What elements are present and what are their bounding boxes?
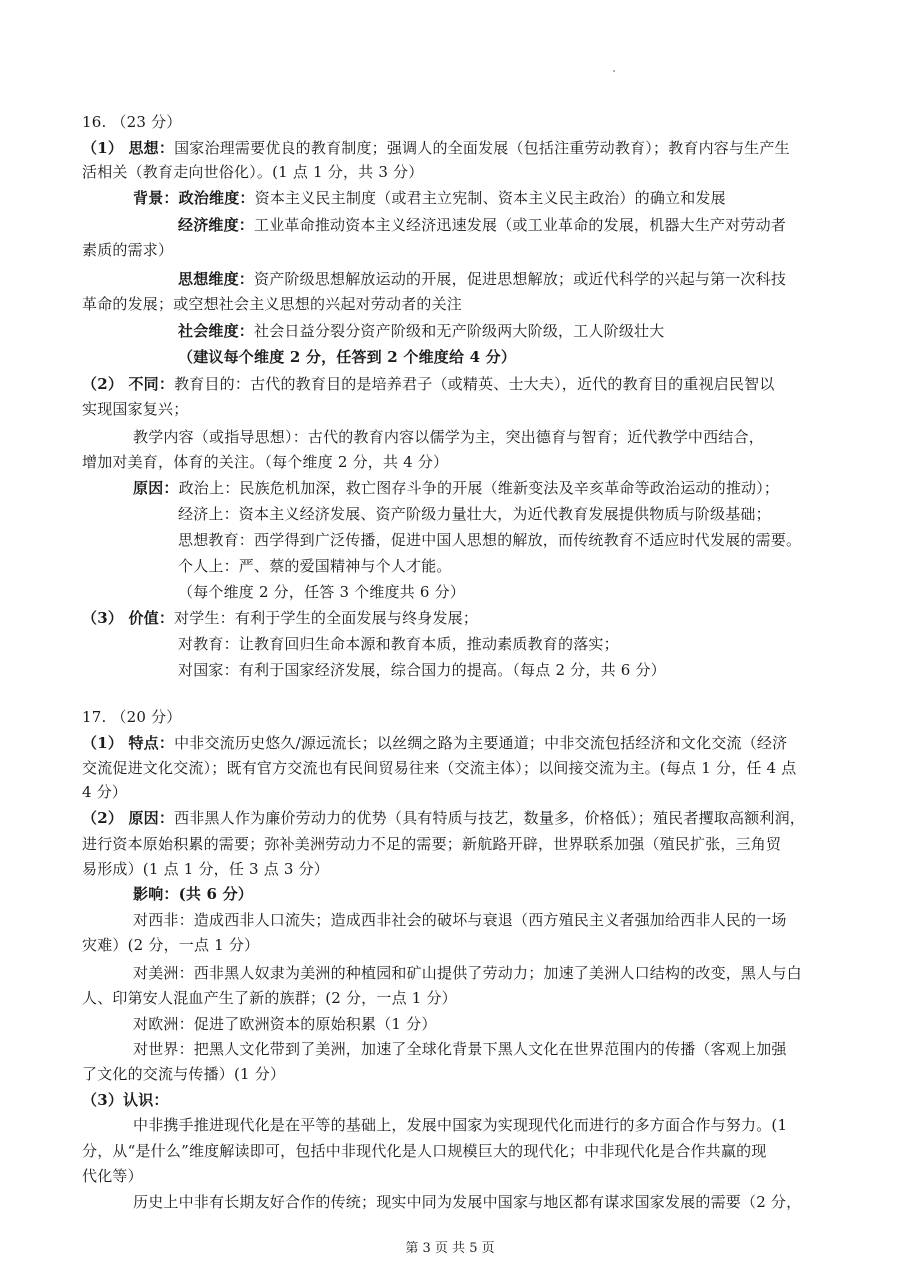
q16-part2-content-1: 教学内容（或指导思想）：古代的教育内容以儒学为主，突出德育与智育；近代教学中西结合， [133,428,764,446]
q16-background-label: 背景： [133,189,179,207]
q17-part2-line1 [82,806,805,830]
q17-impact-label: 影响：(共 6 分） [133,885,253,903]
q16-value-students: 对学生：有利于学生的全面发展与终身发展； [174,609,479,627]
q16-value-education: 对教育：让教育回归生命本源和教育本质，推动素质教育的落实； [178,635,619,653]
q17-impact-europe: 对欧洲：促进了欧洲资本的原始积累（1 分） [133,1015,437,1033]
q16-header: 16. （23 分） [82,113,182,131]
q16-background-political [133,186,726,210]
q17-impact-americas-1: 对美洲：西非黑人奴隶为美洲的种植园和矿山提供了劳动力；加速了美洲人口结构的改变，黑人与白 [133,964,802,982]
q16-ideology-line1 [178,267,786,291]
q17-part1-text-2: 交流促进文化交流）；既有官方交流也有民间贸易往来（交流主体）；以间接交流为主。(每点 1 分，任 4 点 [82,759,797,777]
q16-economic-text-2: 素质的需求） [82,241,174,259]
q16-reason-personal: 个人上：严、蔡的爱国精神与个人才能。 [178,557,452,575]
q16-value-nation: 对国家：有利于国家经济发展，综合国力的提高。（每点 2 分，共 6 分） [178,661,666,679]
q17-part2-text-3: 易形成）(1 点 1 分，任 3 点 3 分） [82,860,330,878]
q16-part2-line1 [82,372,775,396]
q16-economic-text-1: 工业革命推动资本主义经济迅速发展（或工业革命的发展，机器大生产对劳动者 [254,216,787,234]
q17-impact-world-1: 对世界：把黑人文化带到了美洲，加速了全球化背景下黑人文化在世界范围内的传播（客观上加强 [133,1040,787,1058]
q16-part1-label: （1） 思想： [82,139,175,157]
q16-social-line [178,319,664,343]
q16-social-label: 社会维度： [178,322,255,340]
q16-social-text: 社会日益分裂分资产阶级和无产阶级两大阶级，工人阶级壮大 [254,322,665,340]
q16-ideology-label: 思想维度： [178,270,255,288]
q16-reason-line1 [133,476,779,500]
q17-part1-text-3: 4 分） [82,783,128,801]
q16-part1-text-2: 活相关（教育走向世俗化）。(1 点 1 分，共 3 分） [82,163,424,181]
q16-part3-label: （3） 价值： [82,609,175,627]
q16-reason-economic: 经济上：资本主义经济发展、资产阶级力量壮大，为近代教育发展提供物质与阶级基础； [178,505,771,523]
q16-part3-line1 [82,606,478,630]
q16-political-text: 资本主义民主制度（或君主立宪制、资本主义民主政治）的确立和发展 [254,189,726,207]
q16-economic-label: 经济维度： [178,216,255,234]
q16-reason-ideology: 思想教育：西学得到广泛传播，促进中国人思想的解放，而传统教育不适应时代发展的需要。 [178,531,802,549]
q17-header: 17. （20 分） [82,708,182,726]
q17-part3-a2: 分，从“是什么”维度解读即可，包括中非现代化是人口规模巨大的现代化；中非现代化是合作共赢的现 [82,1142,767,1160]
q16-part1-text-1: 国家治理需要优良的教育制度；强调人的全面发展（包括注重劳动教育）；教育内容与生产生 [174,139,790,157]
q16-part2-aim-1: 教育目的：古代的教育目的是培养君子（或精英、士大夫），近代的教育目的重视启民智以 [174,375,775,393]
q17-part3-a3: 代化等） [82,1167,143,1185]
q17-part2-text-1: 西非黑人作为廉价劳动力的优势（具有特质与技艺，数量多，价格低）；殖民者攫取高额利润， [174,809,805,827]
q17-impact-westafrica-1: 对西非：造成西非人口流失；造成西非社会的破坏与衰退（西方殖民主义者强加给西非人民的一场 [133,911,787,929]
q17-part3-b1: 历史上中非有长期友好合作的传统；现实中同为发展中国家与地区都有谋求国家发展的需要（2 分， [133,1193,802,1211]
q16-ideology-text-1: 资产阶级思想解放运动的开展，促进思想解放；或近代科学的兴起与第一次科技 [254,270,787,288]
q17-part2-text-2: 进行资本原始积累的需要；弥补美洲劳动力不足的需要；新航路开辟，世界联系加强（殖民扩张，三角贸 [82,835,782,853]
q16-reason-score: （每个维度 2 分，任答 3 个维度共 6 分） [178,583,466,601]
q17-part2-label: （2） 原因： [82,809,175,827]
q17-part3-a1: 中非携手推进现代化是在平等的基础上，发展中国家为实现现代化而进行的多方面合作与努力。(1 [133,1116,788,1134]
q17-part3-label: （3）认识： [82,1091,169,1109]
q16-political-label: 政治维度： [178,189,255,207]
q17-part1-line1 [82,731,787,755]
q16-score-note: （建议每个维度 2 分，任答到 2 个维度给 4 分） [178,348,517,366]
q16-ideology-text-2: 革命的发展；或空想社会主义思想的兴起对劳动者的关注 [82,295,463,313]
q17-part1-label: （1） 特点： [82,734,175,752]
q16-reason-political: 政治上：民族危机加深，救亡图存斗争的开展（维新变法及辛亥革命等政治运动的推动）； [178,479,780,497]
q17-impact-world-2: 了文化的交流与传播）(1 分） [82,1065,286,1083]
q16-part2-content-2: 增加对美育，体育的关注。（每个维度 2 分，共 4 分） [82,453,449,471]
q16-part2-label: （2） 不同： [82,375,175,393]
q16-reason-label: 原因： [133,479,179,497]
page-footer: 第 3 页 共 5 页 [405,1241,495,1256]
q17-impact-westafrica-2: 灾难）(2 分，一点 1 分） [82,936,260,954]
q17-impact-americas-2: 人、印第安人混血产生了新的族群；(2 分，一点 1 分） [82,989,457,1007]
q16-economic-line1 [178,213,786,237]
q17-part1-text-1: 中非交流历史悠久/源远流长；以丝绸之路为主要通道；中非交流包括经济和文化交流（经济 [174,734,788,752]
scan-speck [613,70,615,72]
q16-part2-aim-2: 实现国家复兴； [82,400,189,418]
q16-part1-line1 [82,136,790,160]
